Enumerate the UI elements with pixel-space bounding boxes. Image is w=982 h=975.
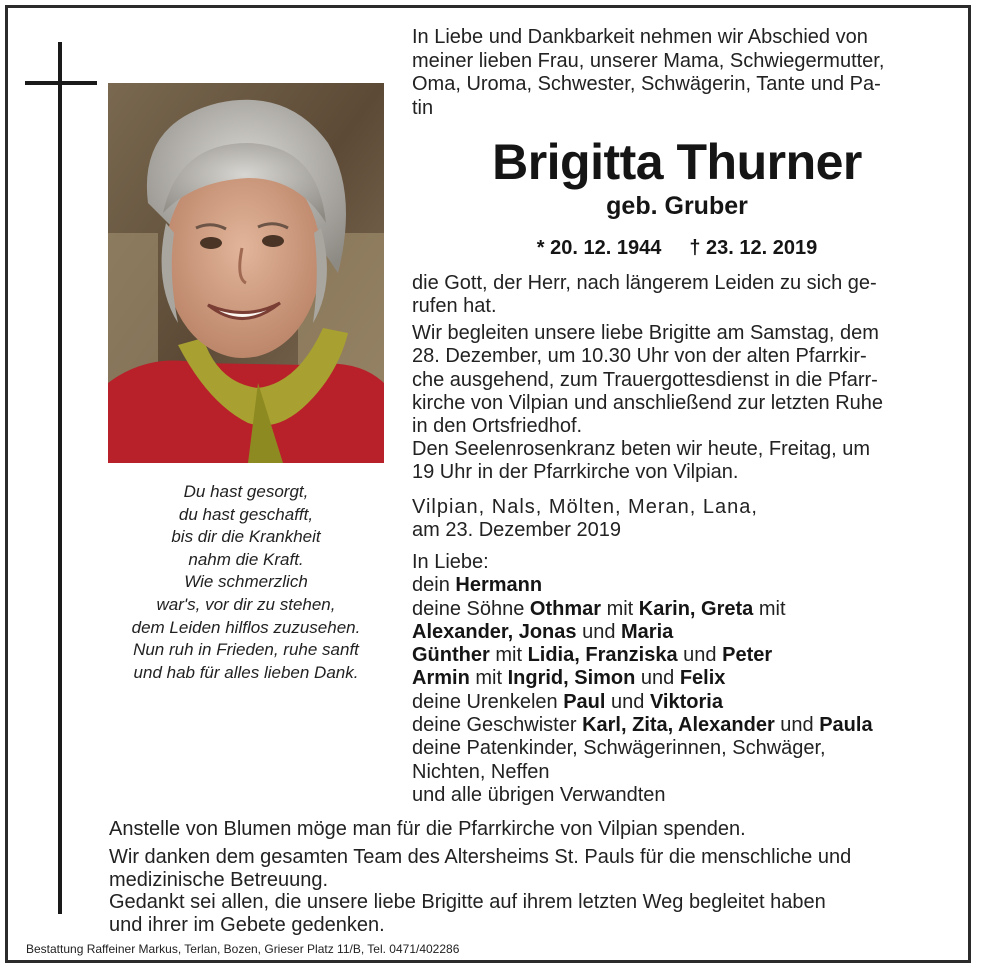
mourner-line bbox=[412, 644, 972, 667]
mourner-name: Paula bbox=[819, 714, 873, 737]
text-line: medizinische Betreuung. bbox=[109, 869, 329, 892]
birth-date: * 20. 12. 1944 bbox=[536, 237, 662, 259]
death-date: † 23. 12. 2019 bbox=[689, 237, 818, 259]
mourner-text: und bbox=[774, 714, 820, 737]
cross-icon bbox=[58, 42, 62, 914]
mourner-text: deine Urenkelen bbox=[412, 690, 564, 713]
intro-text bbox=[412, 26, 952, 120]
mourner-text: mit bbox=[469, 667, 508, 690]
text-line: Wir begleiten unsere liebe Brigitte am Samstag, dem bbox=[412, 322, 879, 344]
mourner-text: dein bbox=[412, 574, 456, 597]
mourner-text: mit bbox=[601, 597, 639, 620]
poem-line: Wie schmerzlich bbox=[184, 572, 308, 592]
mourner-text: mit bbox=[489, 644, 528, 667]
mourners-heading: In Liebe: bbox=[412, 551, 489, 573]
poem-line: dem Leiden hilflos zuzusehen. bbox=[131, 617, 361, 637]
text-line: che ausgehend, zum Trauergottesdienst in die Pfarr- bbox=[412, 368, 878, 391]
text-line: Anstelle von Blumen möge man für die Pfarrkirche von Vilpian spenden. bbox=[109, 818, 746, 840]
mourner-line: und alle übrigen Verwandten bbox=[412, 783, 666, 806]
maiden-name: geb. Gruber bbox=[606, 192, 748, 220]
mourner-name: Hermann bbox=[455, 574, 543, 597]
cross-icon-bar bbox=[25, 81, 97, 85]
donation-text bbox=[109, 818, 959, 841]
text-line: kirche von Vilpian und anschließend zur letzten Ruhe bbox=[412, 391, 884, 414]
mourner-name: Armin bbox=[412, 667, 470, 690]
places-and-date bbox=[412, 496, 952, 543]
gratitude-text bbox=[109, 891, 959, 938]
poem-line: bis dir die Krankheit bbox=[171, 527, 321, 547]
text-line: 28. Dezember, um 10.30 Uhr von der alten Pfarrkir- bbox=[412, 345, 867, 368]
life-dates bbox=[412, 235, 942, 261]
text-line: und ihrer im Gebete gedenken. bbox=[109, 914, 385, 937]
portrait-illustration bbox=[108, 83, 384, 463]
mourner-text: mit bbox=[753, 597, 786, 620]
text-line: 19 Uhr in der Pfarrkirche von Vilpian. bbox=[412, 461, 739, 484]
mourner-name: Paul bbox=[563, 690, 606, 713]
mourner-text: deine Geschwister bbox=[412, 714, 583, 737]
text-line: Den Seelenrosenkranz beten wir heute, Freitag, um bbox=[412, 438, 871, 460]
mourner-name: Karin, Greta bbox=[638, 597, 754, 620]
date-line: am 23. Dezember 2019 bbox=[412, 519, 622, 542]
thanks-text bbox=[109, 846, 959, 893]
mourner-name: Felix bbox=[679, 667, 726, 690]
mourner-name: Peter bbox=[722, 644, 773, 667]
mourner-line bbox=[412, 667, 972, 690]
mourner-name: Viktoria bbox=[649, 690, 723, 713]
places-line: Vilpian, Nals, Mölten, Meran, Lana, bbox=[412, 496, 758, 518]
mourner-name: Günther bbox=[412, 644, 490, 667]
text-line: in den Ortsfriedhof. bbox=[412, 415, 583, 438]
intro-line: tin bbox=[412, 96, 434, 119]
passing-text bbox=[412, 272, 952, 319]
funeral-home-info: Bestattung Raffeiner Markus, Terlan, Bozen, Grieser Platz 11/B, Tel. 0471/402286 bbox=[26, 942, 460, 956]
deceased-name: Brigitta Thurner bbox=[492, 134, 862, 190]
mourner-line bbox=[412, 598, 972, 621]
portrait-photo bbox=[108, 83, 384, 463]
memorial-poem bbox=[108, 481, 384, 684]
mourner-line bbox=[412, 714, 972, 737]
mourner-line: deine Patenkinder, Schwägerinnen, Schwäger, bbox=[412, 737, 826, 760]
poem-line: und hab für alles lieben Dank. bbox=[133, 662, 359, 682]
poem-line: nahm die Kraft. bbox=[188, 549, 304, 569]
mourner-text: deine Söhne bbox=[412, 597, 530, 620]
mourner-name: Karl, Zita, Alexander bbox=[582, 714, 775, 737]
mourner-name: Lidia, Franziska bbox=[527, 644, 678, 667]
poem-line: war's, vor dir zu stehen, bbox=[156, 594, 336, 614]
intro-line: Oma, Uroma, Schwester, Schwägerin, Tante und Pa- bbox=[412, 73, 881, 95]
intro-line: meiner lieben Frau, unserer Mama, Schwiegermutter, bbox=[412, 49, 885, 72]
text-line: Gedankt sei allen, die unsere liebe Brigitte auf ihrem letzten Weg begleitet haben bbox=[109, 891, 826, 913]
mourner-name: Alexander, Jonas bbox=[412, 620, 577, 643]
text-line: die Gott, der Herr, nach längerem Leiden zu sich ge- bbox=[412, 272, 877, 294]
mourner-text: und bbox=[635, 667, 680, 690]
mourner-line bbox=[412, 691, 972, 714]
rosary-text bbox=[412, 438, 952, 485]
mourner-line bbox=[412, 621, 972, 644]
intro-line: In Liebe und Dankbarkeit nehmen wir Abschied von bbox=[412, 26, 868, 48]
mourner-text: und bbox=[605, 690, 650, 713]
mourner-name: Othmar bbox=[529, 597, 602, 620]
mourner-line bbox=[412, 574, 972, 597]
mourner-text: und bbox=[677, 644, 723, 667]
text-line: Wir danken dem gesamten Team des Altersheims St. Pauls für die menschliche und bbox=[109, 846, 852, 868]
mourner-text: und bbox=[576, 620, 622, 643]
mourner-line: Nichten, Neffen bbox=[412, 760, 550, 783]
mourner-name: Ingrid, Simon bbox=[507, 667, 636, 690]
mourner-name: Maria bbox=[621, 620, 674, 643]
text-line: rufen hat. bbox=[412, 295, 497, 318]
funeral-text bbox=[412, 322, 952, 438]
mourners-list bbox=[412, 551, 972, 807]
poem-line: du hast geschafft, bbox=[178, 504, 314, 524]
poem-line: Nun ruh in Frieden, ruhe sanft bbox=[133, 640, 359, 660]
poem-line: Du hast gesorgt, bbox=[183, 482, 309, 501]
